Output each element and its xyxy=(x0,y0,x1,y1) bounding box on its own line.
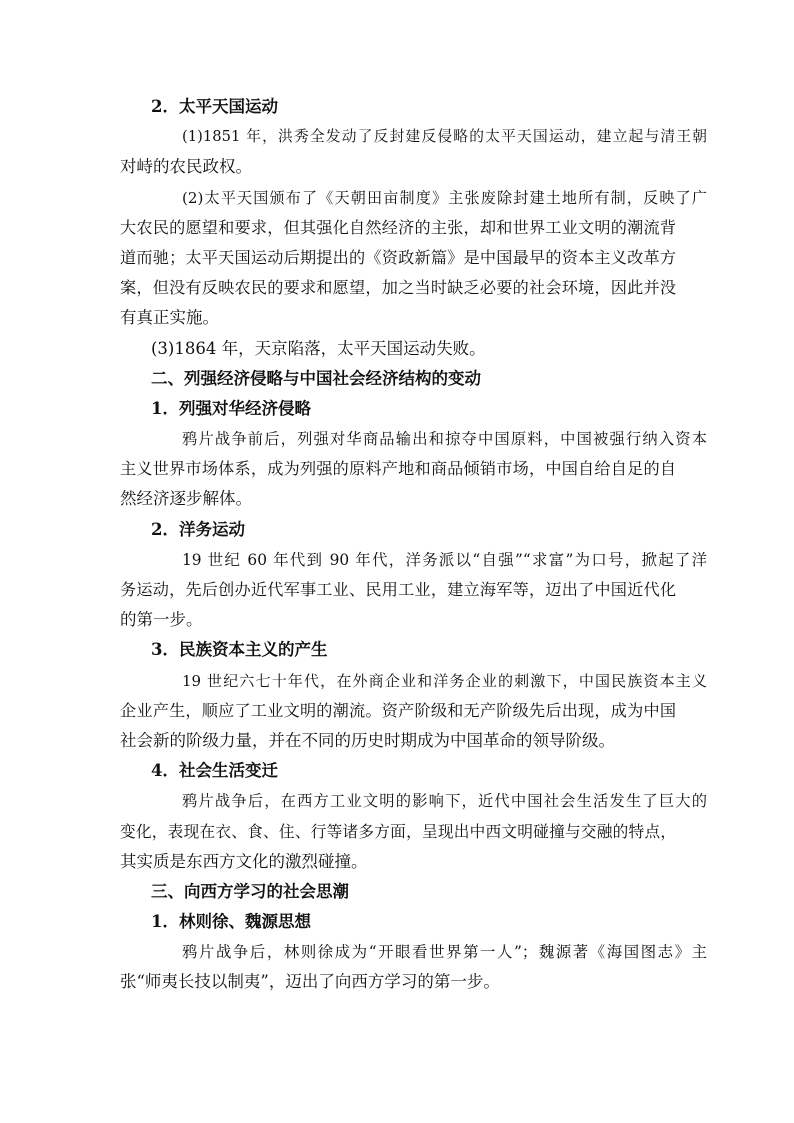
line-text: 变化，表现在衣、食、住、行等诸多方面，呈现出中西文明碰撞与交融的特点， xyxy=(120,821,676,841)
line-text: 有真正实施。 xyxy=(120,308,219,328)
line-text: 19 世纪 60 年代到 90 年代，洋务派以“自强”“求富”为口号，掀起了洋 xyxy=(182,550,707,569)
paragraph-line xyxy=(120,575,676,605)
paragraph-line xyxy=(120,334,676,364)
line-text: 道而驰；太平天国运动后期提出的《资政新篇》是中国最早的资本主义改革方 xyxy=(120,247,676,267)
line-text: 案，但没有反映农民的要求和愿望，加之当时缺乏必要的社会环境，因此并没 xyxy=(120,278,676,298)
line-text: 务运动，先后创办近代军事工业、民用工业，建立海军等，迈出了中国近代化 xyxy=(120,580,676,599)
paragraph-line xyxy=(120,666,707,696)
section-heading xyxy=(120,877,676,907)
paragraph-line xyxy=(120,726,676,756)
section-heading xyxy=(120,92,676,122)
line-text: 主义世界市场体系，成为列强的原料产地和商品倾销市场，中国自给自足的自 xyxy=(120,459,676,479)
line-text: 1．列强对华经济侵略 xyxy=(151,398,311,418)
paragraph-line xyxy=(120,605,676,635)
paragraph-line xyxy=(120,484,676,514)
paragraph-line xyxy=(120,786,707,816)
line-text: 张“师夷长技以制夷”，迈出了向西方学习的第一步。 xyxy=(120,972,500,992)
section-heading xyxy=(120,515,676,545)
line-text: 三、向西方学习的社会思潮 xyxy=(151,881,349,901)
section-heading xyxy=(120,756,676,786)
line-text: 然经济逐步解体。 xyxy=(120,489,252,509)
paragraph-line xyxy=(120,817,676,847)
paragraph-line xyxy=(120,967,676,997)
paragraph-line xyxy=(120,847,676,877)
line-text: 鸦片战争后，在西方工业文明的影响下，近代中国社会生活发生了巨大的 xyxy=(182,792,707,811)
section-heading xyxy=(120,394,676,424)
line-text: (1)1851 年，洪秀全发动了反封建反侵略的太平天国运动，建立起与清王朝 xyxy=(182,128,707,146)
paragraph-line xyxy=(120,152,676,182)
line-text: (3)1864 年，天京陷落，太平天国运动失败。 xyxy=(151,338,486,358)
line-text: 其实质是东西方文化的激烈碰撞。 xyxy=(120,851,368,871)
document-page xyxy=(120,92,707,998)
paragraph-line xyxy=(120,696,676,726)
paragraph-line xyxy=(120,213,676,243)
paragraph-line xyxy=(120,122,707,152)
line-text: 19 世纪六七十年代，在外商企业和洋务企业的刺激下，中国民族资本主义 xyxy=(182,671,707,690)
paragraph-line xyxy=(120,183,707,213)
paragraph-line xyxy=(120,424,707,454)
paragraph-line xyxy=(120,303,676,333)
paragraph-line xyxy=(120,273,676,303)
section-heading xyxy=(120,635,676,665)
paragraph-line xyxy=(120,937,707,967)
line-text: 的第一步。 xyxy=(120,610,203,630)
line-text: 对峙的农民政权。 xyxy=(120,157,252,177)
line-text: 3．民族资本主义的产生 xyxy=(151,640,328,660)
line-text: 鸦片战争前后，列强对华商品输出和掠夺中国原料，中国被强行纳入资本 xyxy=(182,430,707,449)
line-text: 4．社会生活变迁 xyxy=(151,761,278,781)
paragraph-line xyxy=(120,243,676,273)
paragraph-line xyxy=(120,454,676,484)
line-text: 大农民的愿望和要求，但其强化自然经济的主张，却和世界工业文明的潮流背 xyxy=(120,217,676,237)
line-text: 社会新的阶级力量，并在不同的历史时期成为中国革命的领导阶级。 xyxy=(120,730,615,750)
line-text: (2)太平天国颁布了《天朝田亩制度》主张废除封建土地所有制，反映了广 xyxy=(182,188,707,207)
section-heading xyxy=(120,364,676,394)
line-text: 1．林则徐、魏源思想 xyxy=(151,912,311,932)
line-text: 2．洋务运动 xyxy=(151,519,245,539)
line-text: 鸦片战争后，林则徐成为“开眼看世界第一人”；魏源著《海国图志》主 xyxy=(182,943,707,962)
line-text: 2．太平天国运动 xyxy=(151,97,278,116)
paragraph-line xyxy=(120,545,707,575)
line-text: 企业产生，顺应了工业文明的潮流。资产阶级和无产阶级先后出现，成为中国 xyxy=(120,700,676,720)
section-heading xyxy=(120,907,676,937)
line-text: 二、列强经济侵略与中国社会经济结构的变动 xyxy=(151,368,481,388)
